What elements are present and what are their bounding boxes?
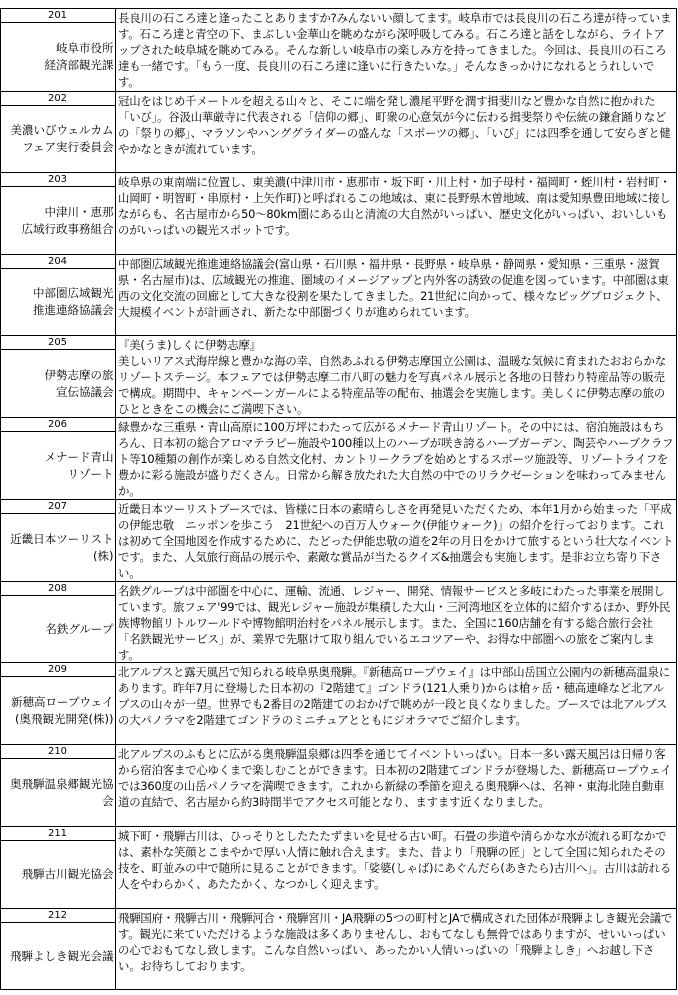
organization-cell <box>0 841 116 908</box>
table-row <box>0 172 677 254</box>
entry-description: 城下町・飛騨古川は、ひっそりとしたたたずまいを見せる古い町。石畳の歩道や清らかな水が流れる町なかでは、素朴な笑顔とこまやかで厚い人情に触れ合えます。また、昔より「飛騨の匠」として全国に知られたその技を、町並みの中で随所に見ることができます。「娑婆(しゃば)にあぐんだら(あきたら)古川へ」。古川は訪れる人をやわらかく、あたたかく、なつかしく迎えます。 <box>118 829 672 891</box>
organization-cell <box>0 677 116 744</box>
table-row <box>0 254 677 335</box>
entry-description: 名鉄グループは中部圏を中心に、運輸、流通、レジャー、開発、情報サービスと多岐にわたった事業を展開しています。旅フェア'99では、観光レジャー施設が集積した大山・三河湾地区を立体的に紹介するほか、野外民族博物館リトルワールドや博物館明治村をパネル展示します。また、全国に160店舗を有する総合旅行会社「名鉄観光サービス」が、業界で先駆けて取り組んでいるエコツアーや、お得な中部圏への旅をご案内します。 <box>118 584 671 662</box>
organization-name: 新穂高ロープウェイ (奥飛観光開発(株)) <box>11 694 114 726</box>
organization-cell <box>0 106 116 172</box>
organization-cell <box>0 596 116 662</box>
entry-description: 冠山をはじめ千メートルを超える山々と、そこに端を発し濃尾平野を潤す揖斐川など豊かな自然に抱かれた「いび」。谷汲山華厳寺に代表される「信仰の郷」、町衆の心意気が今に伝わる揖斐祭りや伝統の鎌倉踊りなどの「祭りの郷」、マラソンやハンググライダーの盛んな「スポーツの郷」、「いび」には四季を通して安らぎと健やかなときが流れています。 <box>118 94 671 156</box>
entry-number: 210 <box>0 745 116 759</box>
organization-name: 美濃いびウェルカム フェア実行委員会 <box>10 123 114 154</box>
organization-cell <box>0 432 116 499</box>
organization-name: 奥飛騨温泉郷観光協 会 <box>10 776 114 808</box>
table-row <box>0 826 677 908</box>
entry-number: 212 <box>0 909 116 923</box>
table-row <box>0 335 677 417</box>
entry-description: 『美(うま)しくに伊勢志摩』 美しいリアス式海岸線と豊かな海の幸、自然あふれる伊勢志摩国立公園は、温暖な気候に育まれたおおらかなリゾートステージ。本フェアでは伊勢志摩二市八町の魅力を写真パネル展示と各地の日替わり特産品等の販売で構成。期間中、キャンペーンガールによる特産品等の配布、抽選会を実施します。美しくに伊勢志摩の旅のひとときをこの機会にご満喫下さい。 <box>118 338 666 416</box>
organization-name: 岐阜市役所 経済部観光課 <box>44 41 114 72</box>
entry-description: 長良川の石ころ達と逢ったことありますか?みんないい顔してます。岐阜市では長良川の石ころ達が待っています。石ころ達と青空の下、まぶしい金華山を眺めながら深呼吸してみる。石ころ達と話をしながら、ライトアップされた岐阜城を眺めてみる。そんな新しい岐阜市の楽しみ方を持ってきました。今回は、長良川の石ころ達も一緒です。「もう一度、長良川の石ころ達に逢いに行きたいな。」そんなきっかけになれるとうれしいです。 <box>118 11 672 89</box>
table-row <box>0 8 677 91</box>
entry-number: 205 <box>0 336 116 350</box>
table-row <box>0 91 677 172</box>
entry-number: 204 <box>0 255 116 269</box>
organization-cell <box>0 269 116 335</box>
organization-name: 名鉄グループ <box>45 621 114 636</box>
entry-number: 209 <box>0 663 116 677</box>
table-row <box>0 581 677 662</box>
organization-cell <box>0 514 116 581</box>
table-left-border <box>0 8 1 990</box>
entry-description: 岐阜県の東南端に位置し、東美濃(中津川市・恵那市・坂下町・川上村・加子母村・福岡町・蛭川村・岩村町・山岡町・明智町・串原村・上矢作町)と呼ばれるこの地域は、東に長野県木曽地域、南は愛知県豊田地域に接しながらも、名古屋市から50〜80km圏にある山と清流の大自然がいっぱい、歴史文化がいっぱい、おいしいものがいっぱいの観光スポットです。 <box>118 175 671 237</box>
entry-number: 206 <box>0 418 116 432</box>
entry-description: 緑豊かな三重県・青山高原に100万坪にわたって広がるメナード青山リゾート。その中には、宿泊施設はもちろん、日本初の総合アロマテラピー施設や100種以上のハーブが咲き誇るハーブガーデン、陶芸やハーブクラフト等10種類の創作が楽しめる自然文化村、カントリークラブを始めとするスポーツ施設等、リゾートライフを豊かに彩る施設が盛りだくさん。日常から解き放たれた大自然の中でのリラクゼーションを味わってみませんか。 <box>118 420 674 498</box>
entry-number: 203 <box>0 173 116 187</box>
table-row <box>0 417 677 499</box>
table-row <box>0 908 677 990</box>
organization-name: メナード青山 リゾート <box>44 449 114 481</box>
entry-number: 211 <box>0 827 116 841</box>
organization-name: 近畿日本ツーリスト (株) <box>10 531 114 563</box>
entry-number: 201 <box>0 9 116 23</box>
entry-number: 207 <box>0 500 116 514</box>
organization-cell <box>0 23 116 91</box>
organization-name: 伊勢志摩の旅 宣伝協議会 <box>44 367 114 399</box>
entry-description: 近畿日本ツーリストブースでは、皆様に日本の素晴らしさを再発見いただくため、本年1月から始まった「平成の伊能忠敬 ニッポンを歩こう 21世紀への百万人ウォーク(伊能ウォーク)」の紹介を行っております。これは初めて全国地図を作成するために、たどった伊能忠敬の道を2年の月日をかけて旅するという壮大なイベントです。また、人気旅行商品の展示や、素敵な賞品が当たるクイズ&抽選会も実施します。是非お立ち寄り下さい。 <box>118 502 674 580</box>
entry-number: 208 <box>0 582 116 596</box>
table-right-border <box>676 8 677 990</box>
table-row <box>0 499 677 581</box>
entry-number: 202 <box>0 92 116 106</box>
entry-description: 中部圏広域観光推進連絡協議会(富山県・石川県・福井県・長野県・岐阜県・静岡県・愛知県・三重県・滋賀県・名古屋市)は、広域観光の推進、圏域のイメージアップと内外客の誘致の促進を図っています。中部圏は東西の文化交流の回廊として大きな役割を果たしてきました。21世紀に向かって、様々なビッグプロジェクト、大規模イベントが計画され、新たな中部圏づくりが進められています。 <box>118 257 669 319</box>
organization-cell <box>0 187 116 254</box>
table-row <box>0 744 677 826</box>
entry-description: 北アルプスのふもとに広がる奥飛騨温泉郷は四季を通じてイベントいっぱい。日本一多い露天風呂は日帰り客から宿泊客まで心ゆくまで楽しむことができます。日本初の2階建てゴンドラが登場した、新穂高ロープウェイでは360度の山岳パノラマを満喫できます。これから新緑の季節を迎える奥飛騨へは、名神・東海北陸自動車道の直結で、名古屋から約3時間半でアクセス可能となり、ますます近くなりました。 <box>118 747 672 809</box>
organization-cell <box>0 350 116 417</box>
entry-description: 飛騨国府・飛騨古川・飛騨河合・飛騨宮川・JA飛騨の5つの町村とJAで構成された団体が飛騨よしき観光会議です。観光に来ていただけるような施設は多くありませんし、おもてなしも無骨ではありますが、せいいっぱいの心でおもてなし致します。こんな自然いっぱい、あったかい人情いっぱいの「飛騨よしき」へお越し下さい。お待ちしております。 <box>118 911 673 973</box>
organization-name: 飛騨よしき観光会議 <box>10 948 114 963</box>
entry-description: 北アルプスと露天風呂で知られる岐阜県奥飛騨。『新穂高ロープウェイ』は中部山岳国立公園内の新穂高温泉にあります。昨年7月に登場した日本初の『2階建て』ゴンドラ(121人乗り)からは槍ヶ岳・穂高連峰など北アルプスの山々が一望。世界でも2番目の2階建てのおかげで眺めが一段と良くなりました。ブースでは北アルプスの大パノラマを2階建てゴンドラのミニチュアとともにジオラマでご紹介します。 <box>118 665 670 727</box>
table-row <box>0 662 677 744</box>
organization-cell <box>0 759 116 826</box>
organization-name: 中津川・恵那 広域行政事務組合 <box>21 204 114 236</box>
organization-name: 飛騨古川観光協会 <box>21 867 114 881</box>
organization-name: 中部圏広域観光 推進連絡協議会 <box>33 286 114 317</box>
organization-cell <box>0 923 116 989</box>
